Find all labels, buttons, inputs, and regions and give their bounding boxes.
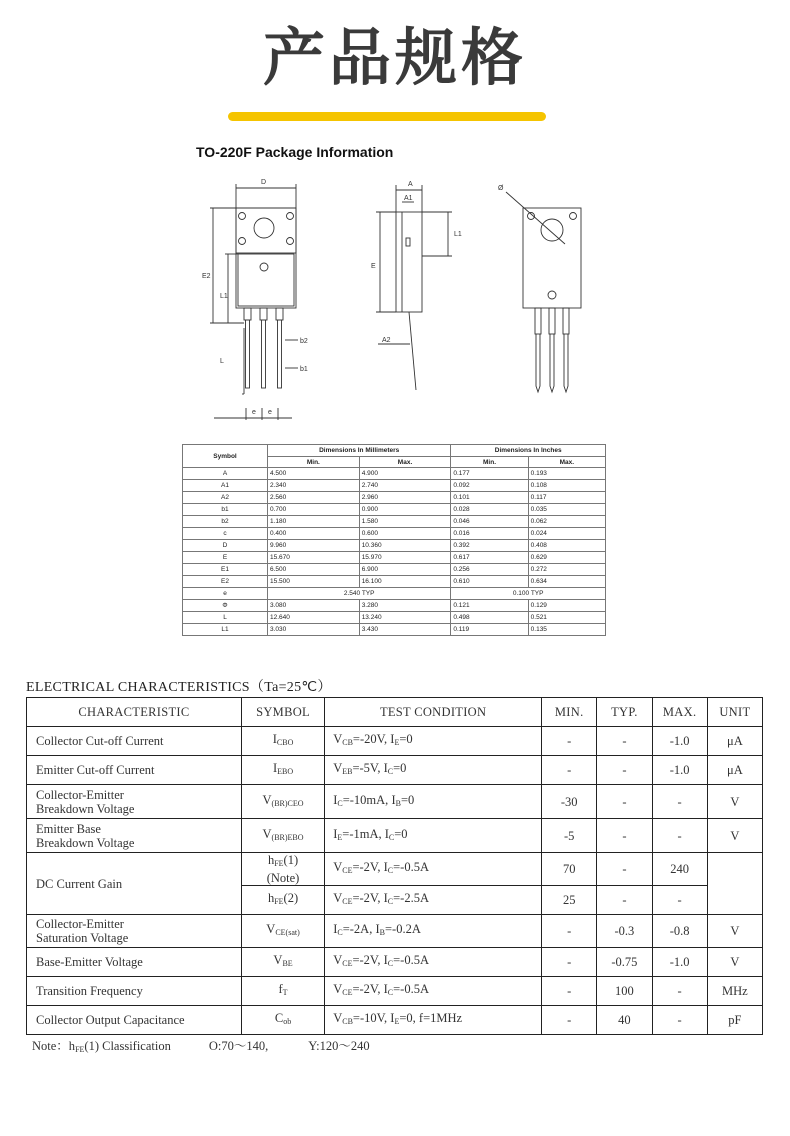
dim-cell-mm-min: 15.670	[268, 552, 360, 564]
ec-row	[27, 785, 763, 819]
dim-row	[183, 576, 606, 588]
dim-row	[183, 504, 606, 516]
dim-cell-in-max: 0.135	[528, 624, 605, 636]
dim-cell-in-max: 0.193	[528, 468, 605, 480]
test-sub: C	[337, 798, 343, 808]
test-var: V	[333, 761, 343, 775]
test-var: I	[383, 953, 388, 967]
dim-cell-symbol: E1	[183, 564, 268, 576]
dim-cell-symbol: c	[183, 528, 268, 540]
note-y-range: Y:120～240	[308, 1039, 370, 1053]
ec-header-unit: UNIT	[707, 698, 762, 727]
dim-cell-mm-min: 12.640	[268, 612, 360, 624]
ec-cell-typ: -	[597, 886, 652, 915]
ec-cell-typ: 40	[597, 1006, 652, 1035]
ec-row	[27, 1006, 763, 1035]
dim-cell-in-max: 0.629	[528, 552, 605, 564]
test-var: V	[333, 953, 343, 967]
test-var: I	[383, 982, 388, 996]
dim-label-b2: b2	[300, 338, 308, 345]
dim-cell-mm-max: 0.600	[359, 528, 451, 540]
ec-cell-typ: -	[597, 756, 652, 785]
dim-cell-mm-min: 0.400	[268, 528, 360, 540]
dim-cell-symbol: b1	[183, 504, 268, 516]
dim-cell-in-typ: 0.100 TYP	[451, 588, 606, 600]
test-value: =-20V,	[352, 732, 391, 746]
ec-cell-unit: V	[707, 819, 762, 853]
note-sub: FE	[75, 1045, 85, 1054]
dim-cell-mm-max: 13.240	[359, 612, 451, 624]
ec-header-max: MAX.	[652, 698, 707, 727]
package-title: TO-220F Package Information	[196, 144, 394, 160]
ec-cell-symbol	[241, 948, 324, 977]
test-sub: CE	[342, 866, 353, 875]
symbol-sub: BE	[282, 959, 293, 968]
ec-header-min: MIN.	[542, 698, 597, 727]
ec-row	[27, 819, 763, 853]
ec-cell-unit: pF	[707, 1006, 762, 1035]
ec-header-symbol: SYMBOL	[241, 698, 324, 727]
test-value: =-2V,	[352, 953, 384, 967]
electrical-table	[26, 697, 763, 1035]
test-sub: C	[387, 959, 394, 968]
title-underline	[228, 112, 546, 121]
test-value: =-10V,	[352, 1011, 391, 1025]
dim-cell-mm-max: 6.900	[359, 564, 451, 576]
dim-cell-symbol: A2	[183, 492, 268, 504]
ec-cell-unit: V	[707, 915, 762, 948]
dim-row	[183, 624, 606, 636]
ec-row	[27, 853, 763, 886]
symbol-sub: CBO	[276, 738, 294, 747]
dim-label-phi: Ø	[498, 185, 504, 192]
test-sub: CE	[342, 988, 353, 997]
test-sub: C	[387, 866, 394, 875]
dim-cell-mm-max: 0.900	[359, 504, 451, 516]
symbol-sub: FE	[274, 859, 284, 868]
ec-cell-test-condition	[325, 915, 542, 948]
ec-cell-characteristic: Collector-Emitter Breakdown Voltage	[27, 785, 242, 819]
ec-cell-max: -1.0	[652, 948, 707, 977]
dim-label-A1: A1	[404, 195, 413, 202]
ec-cell-test-condition	[325, 819, 542, 853]
test-sub: C	[337, 928, 343, 937]
ec-cell-unit: μA	[707, 727, 762, 756]
dim-cell-symbol: Φ	[183, 600, 268, 612]
symbol-main: f	[278, 982, 283, 996]
ec-cell-symbol	[241, 977, 324, 1006]
test-value: =0	[400, 792, 415, 807]
page-title: 产品规格	[262, 21, 527, 94]
symbol-main: C	[274, 1011, 284, 1025]
ec-header-typ: TYP.	[597, 698, 652, 727]
symbol-sub: (BR)EBO	[271, 832, 304, 842]
dim-cell-in-max: 0.129	[528, 600, 605, 612]
test-sub: E	[337, 832, 343, 842]
test-var: I	[375, 922, 380, 936]
test-var: V	[333, 982, 343, 996]
ec-cell-typ: -0.3	[597, 915, 652, 948]
dim-cell-in-min: 0.256	[451, 564, 528, 576]
dim-cell-mm-min: 0.700	[268, 504, 360, 516]
ec-cell-characteristic: Transition Frequency	[27, 977, 242, 1006]
test-value: =-2.5A	[393, 891, 429, 905]
ec-cell-symbol	[241, 785, 324, 819]
dim-row	[183, 468, 606, 480]
ec-row	[27, 915, 763, 948]
dim-header-mm: Dimensions In Millimeters	[268, 445, 451, 457]
test-var: I	[391, 792, 396, 807]
symbol-note: (Note)	[266, 871, 300, 885]
ec-row	[27, 727, 763, 756]
test-sub: CB	[342, 738, 353, 747]
test-var: I	[384, 826, 389, 841]
ec-cell-min: 70	[542, 853, 597, 886]
dim-cell-mm-min: 4.500	[268, 468, 360, 480]
ec-cell-unit	[707, 853, 762, 915]
test-sub: C	[387, 988, 394, 997]
dim-label-L1-side: L1	[454, 231, 462, 238]
ec-header-test: TEST CONDITION	[325, 698, 542, 727]
ec-cell-min: -	[542, 727, 597, 756]
dim-cell-in-max: 0.024	[528, 528, 605, 540]
test-value: =-2V,	[352, 982, 384, 996]
dim-label-E: E	[371, 263, 376, 270]
dim-cell-in-max: 0.062	[528, 516, 605, 528]
ec-row	[27, 756, 763, 785]
ec-cell-typ: -	[597, 819, 652, 853]
dim-label-e1: e	[252, 409, 256, 416]
ec-cell-min: 25	[542, 886, 597, 915]
note-o-range: O:70～140,	[208, 1039, 269, 1053]
ec-cell-test-condition	[325, 886, 542, 915]
dim-cell-in-min: 0.121	[451, 600, 528, 612]
dim-cell-mm-min: 3.030	[268, 624, 360, 636]
symbol-sub: ob	[283, 1017, 292, 1026]
dim-cell-mm-min: 2.340	[268, 480, 360, 492]
dim-header-in-max: Max.	[528, 457, 605, 468]
dim-label-D: D	[261, 179, 267, 186]
ec-cell-typ: -	[597, 853, 652, 886]
dim-label-A2: A2	[382, 337, 391, 344]
test-var: I	[390, 1011, 395, 1025]
ec-cell-max: -	[652, 785, 707, 819]
dim-cell-symbol: D	[183, 540, 268, 552]
dim-label-L: L	[220, 358, 224, 365]
dim-label-b1: b1	[300, 366, 308, 373]
ec-cell-max: -	[652, 819, 707, 853]
dim-cell-in-max: 0.035	[528, 504, 605, 516]
test-sub: B	[395, 798, 401, 808]
test-value: =-2V,	[352, 860, 384, 874]
test-sub: E	[394, 1017, 400, 1026]
test-value: =-1mA,	[342, 826, 385, 841]
ec-cell-test-condition	[325, 1006, 542, 1035]
ec-cell-min: -	[542, 948, 597, 977]
electrical-body	[27, 727, 763, 1035]
test-var: I	[333, 792, 338, 807]
dim-cell-in-min: 0.119	[451, 624, 528, 636]
dim-cell-in-min: 0.498	[451, 612, 528, 624]
ec-cell-typ: -0.75	[597, 948, 652, 977]
dim-cell-symbol: L1	[183, 624, 268, 636]
dim-cell-symbol: E2	[183, 576, 268, 588]
dim-header-symbol: Symbol	[183, 445, 268, 468]
dim-row	[183, 516, 606, 528]
dim-cell-mm-min: 6.500	[268, 564, 360, 576]
dimensions-body	[183, 468, 606, 636]
dim-row	[183, 600, 606, 612]
electrical-title: ELECTRICAL CHARACTERISTICS（Ta=25℃）	[26, 680, 332, 695]
note-mid: (1) Classification	[84, 1039, 171, 1053]
ec-cell-characteristic: Base-Emitter Voltage	[27, 948, 242, 977]
test-var: I	[390, 732, 395, 746]
test-value: =-0.5A	[393, 860, 429, 874]
symbol-main: V	[262, 826, 272, 841]
ec-cell-symbol	[241, 727, 324, 756]
ec-row	[27, 977, 763, 1006]
test-value: =-0.5A	[393, 953, 429, 967]
test-value: =-0.5A	[393, 982, 429, 996]
symbol-sub: (BR)CEO	[271, 798, 304, 808]
ec-cell-max: 240	[652, 853, 707, 886]
dim-cell-mm-max: 3.430	[359, 624, 451, 636]
dim-label-A: A	[408, 181, 413, 188]
test-var: V	[333, 891, 343, 905]
ec-cell-min: -30	[542, 785, 597, 819]
ec-row	[27, 948, 763, 977]
dim-cell-symbol: A1	[183, 480, 268, 492]
test-var: V	[333, 860, 343, 874]
dim-cell-symbol: L	[183, 612, 268, 624]
ec-cell-symbol	[241, 756, 324, 785]
dim-cell-mm-min: 2.560	[268, 492, 360, 504]
note-prefix: Note：h	[32, 1039, 76, 1053]
dim-cell-in-min: 0.046	[451, 516, 528, 528]
test-sub: C	[387, 897, 394, 906]
dim-cell-in-min: 0.028	[451, 504, 528, 516]
dim-cell-in-min: 0.177	[451, 468, 528, 480]
dim-cell-symbol: E	[183, 552, 268, 564]
dim-cell-in-min: 0.101	[451, 492, 528, 504]
test-sub: CB	[342, 1017, 353, 1026]
test-sub: CE	[342, 897, 353, 906]
dim-label-E2: E2	[202, 273, 211, 280]
ec-cell-max: -0.8	[652, 915, 707, 948]
ec-cell-min: -	[542, 977, 597, 1006]
dim-cell-in-max: 0.408	[528, 540, 605, 552]
dim-row	[183, 528, 606, 540]
dim-cell-in-max: 0.272	[528, 564, 605, 576]
dim-header-mm-min: Min.	[268, 457, 360, 468]
dim-cell-mm-typ: 2.540 TYP	[268, 588, 451, 600]
dim-label-L1: L1	[220, 293, 228, 300]
test-sub: CE	[342, 959, 353, 968]
test-sub: EB	[342, 767, 353, 776]
symbol-tail: (1)	[283, 853, 299, 867]
dim-cell-mm-min: 3.080	[268, 600, 360, 612]
classification-note	[32, 1036, 370, 1054]
dim-cell-mm-min: 9.960	[268, 540, 360, 552]
dim-header-in-min: Min.	[451, 457, 528, 468]
ec-cell-characteristic: Collector Cut-off Current	[27, 727, 242, 756]
ec-cell-typ: -	[597, 785, 652, 819]
dim-row	[183, 552, 606, 564]
test-value: =0	[394, 826, 408, 841]
symbol-main: h	[267, 891, 275, 905]
test-value: =0	[393, 761, 407, 775]
symbol-main: V	[266, 922, 276, 936]
ec-cell-min: -	[542, 915, 597, 948]
dim-cell-mm-min: 15.500	[268, 576, 360, 588]
dim-cell-in-max: 0.521	[528, 612, 605, 624]
ec-cell-min: -5	[542, 819, 597, 853]
ec-cell-unit: μA	[707, 756, 762, 785]
test-sub: B	[379, 928, 385, 937]
ec-cell-characteristic: Collector Output Capacitance	[27, 1006, 242, 1035]
ec-cell-symbol	[241, 915, 324, 948]
dim-row	[183, 480, 606, 492]
dim-row	[183, 588, 606, 600]
dim-label-e2: e	[268, 409, 272, 416]
symbol-sub: CE(sat)	[275, 928, 300, 937]
test-value: =-10mA,	[342, 792, 392, 807]
dim-cell-in-max: 0.634	[528, 576, 605, 588]
dim-cell-in-max: 0.117	[528, 492, 605, 504]
dim-cell-mm-max: 10.360	[359, 540, 451, 552]
dim-cell-mm-max: 15.970	[359, 552, 451, 564]
dim-cell-symbol: b2	[183, 516, 268, 528]
ec-cell-max: -	[652, 886, 707, 915]
ec-cell-characteristic: DC Current Gain	[27, 853, 242, 915]
ec-cell-min: -	[542, 756, 597, 785]
ec-cell-min: -	[542, 1006, 597, 1035]
symbol-main: I	[272, 761, 278, 775]
ec-cell-test-condition	[325, 948, 542, 977]
dim-cell-mm-max: 4.900	[359, 468, 451, 480]
package-drawing	[180, 168, 600, 430]
test-value: =-2V,	[352, 891, 384, 905]
dim-cell-in-min: 0.016	[451, 528, 528, 540]
ec-cell-characteristic: Emitter Cut-off Current	[27, 756, 242, 785]
symbol-main: h	[267, 853, 275, 867]
dim-header-mm-max: Max.	[359, 457, 451, 468]
dim-cell-mm-min: 1.180	[268, 516, 360, 528]
ec-cell-max: -1.0	[652, 727, 707, 756]
ec-cell-typ: -	[597, 727, 652, 756]
dim-cell-in-min: 0.092	[451, 480, 528, 492]
test-value: =0	[399, 732, 413, 746]
symbol-sub: T	[282, 988, 288, 997]
ec-cell-max: -	[652, 977, 707, 1006]
test-var: V	[333, 1011, 343, 1025]
ec-cell-test-condition	[325, 727, 542, 756]
dim-header-in: Dimensions In Inches	[451, 445, 606, 457]
dim-cell-in-min: 0.610	[451, 576, 528, 588]
symbol-main: V	[262, 792, 272, 807]
dim-cell-in-min: 0.392	[451, 540, 528, 552]
ec-cell-characteristic: Emitter Base Breakdown Voltage	[27, 819, 242, 853]
symbol-sub: EBO	[277, 767, 294, 776]
ec-cell-max: -	[652, 1006, 707, 1035]
dim-cell-mm-max: 3.280	[359, 600, 451, 612]
test-var: V	[333, 732, 343, 746]
ec-cell-symbol	[241, 886, 324, 915]
test-var: I	[383, 891, 388, 905]
ec-cell-test-condition	[325, 785, 542, 819]
test-var: I	[333, 922, 338, 936]
dim-cell-mm-max: 2.740	[359, 480, 451, 492]
ec-cell-unit: V	[707, 948, 762, 977]
dim-row	[183, 492, 606, 504]
test-sub: C	[387, 767, 394, 776]
ec-cell-characteristic: Collector-Emitter Saturation Voltage	[27, 915, 242, 948]
test-var: I	[383, 761, 388, 775]
ec-cell-typ: 100	[597, 977, 652, 1006]
test-var: I	[333, 826, 338, 841]
ec-cell-test-condition	[325, 977, 542, 1006]
back-view-drawing	[506, 192, 581, 392]
test-var: I	[383, 860, 388, 874]
ec-cell-unit: MHz	[707, 977, 762, 1006]
ec-cell-symbol	[241, 819, 324, 853]
dim-cell-mm-max: 16.100	[359, 576, 451, 588]
symbol-main: I	[272, 732, 277, 746]
symbol-main: V	[273, 953, 283, 967]
dim-cell-in-max: 0.108	[528, 480, 605, 492]
dimensions-table	[182, 444, 606, 636]
dim-cell-symbol: e	[183, 588, 268, 600]
dim-cell-symbol: A	[183, 468, 268, 480]
ec-cell-max: -1.0	[652, 756, 707, 785]
ec-cell-symbol	[241, 1006, 324, 1035]
ec-cell-unit: V	[707, 785, 762, 819]
dim-cell-mm-max: 2.960	[359, 492, 451, 504]
test-sub: E	[394, 738, 400, 747]
dim-cell-in-min: 0.617	[451, 552, 528, 564]
symbol-sub: FE	[274, 897, 284, 906]
test-sub: C	[388, 832, 395, 842]
test-value: =0, f=1MHz	[399, 1011, 463, 1025]
side-view-drawing	[376, 185, 452, 390]
dim-row	[183, 540, 606, 552]
symbol-tail: (2)	[283, 891, 299, 905]
test-value: =-5V,	[352, 761, 384, 775]
ec-cell-test-condition	[325, 756, 542, 785]
test-value: =-0.2A	[384, 922, 421, 936]
dim-cell-mm-max: 1.580	[359, 516, 451, 528]
ec-cell-symbol	[241, 853, 324, 886]
dim-row	[183, 564, 606, 576]
dim-row	[183, 612, 606, 624]
ec-cell-test-condition	[325, 853, 542, 886]
front-view-drawing	[210, 184, 298, 420]
test-value: =-2A,	[342, 922, 376, 936]
ec-header-characteristic: CHARACTERISTIC	[27, 698, 242, 727]
